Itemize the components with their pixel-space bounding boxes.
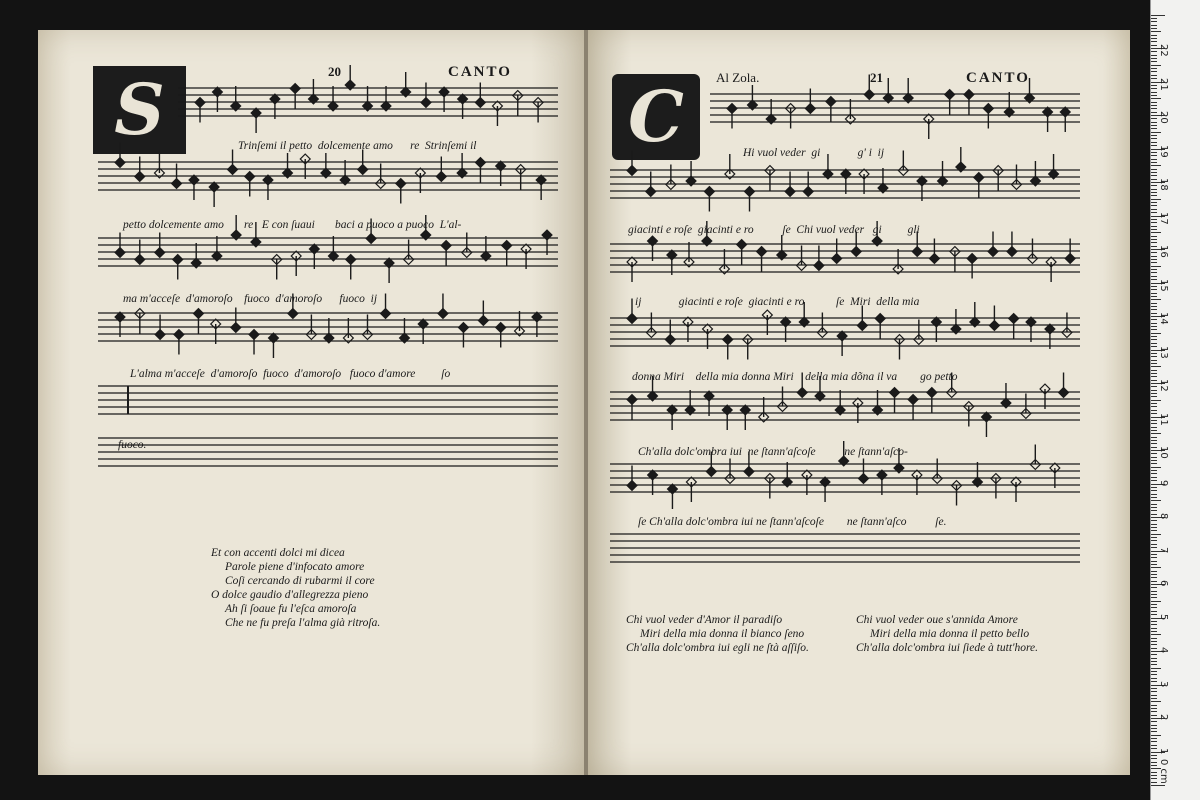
- ruler-tick: [1151, 289, 1157, 290]
- ruler-tick: [1151, 735, 1161, 736]
- ruler-tick: [1151, 557, 1157, 558]
- ruler-tick: [1151, 45, 1157, 46]
- ruler-tick: [1151, 494, 1157, 495]
- ruler-tick: [1151, 31, 1161, 32]
- ruler-tick: [1151, 631, 1157, 632]
- ruler-tick: [1151, 296, 1157, 297]
- left-verse: [211, 546, 380, 630]
- ruler-tick: [1151, 239, 1157, 240]
- ruler-tick: [1151, 470, 1157, 471]
- ruler-tick: [1151, 256, 1157, 257]
- ruler-tick: [1151, 393, 1157, 394]
- left-verse-line: Et con accenti dolci mi dicea: [211, 547, 345, 559]
- ruler-tick: [1151, 185, 1157, 186]
- ruler-tick: [1151, 159, 1157, 160]
- ruler-tick: [1151, 333, 1161, 334]
- ruler-tick: [1151, 715, 1157, 716]
- ruler-tick: [1151, 510, 1157, 511]
- ruler-tick: [1151, 624, 1157, 625]
- ruler-number: 13: [1158, 345, 1169, 359]
- ruler-tick: [1151, 507, 1157, 508]
- ruler-tick: [1151, 142, 1157, 143]
- ruler-tick: [1151, 577, 1157, 578]
- ruler-tick: [1151, 192, 1157, 193]
- ruler-unit-label: 0 cm: [1158, 759, 1169, 784]
- ruler-tick: [1151, 691, 1157, 692]
- ruler-number: 1: [1158, 747, 1169, 754]
- ruler-tick: [1151, 725, 1157, 726]
- ruler-tick: [1151, 785, 1165, 786]
- ruler-tick: [1151, 356, 1157, 357]
- ruler-tick: [1151, 236, 1157, 237]
- right-verse-line: Miri della mia donna il petto bello: [870, 628, 1030, 640]
- ruler-tick: [1151, 604, 1157, 605]
- ruler-tick: [1151, 611, 1157, 612]
- right-lyric-2: giacinti e roſe giacinti e ro ſe Chi vuol veder gi gli: [628, 224, 920, 236]
- ruler-tick: [1151, 246, 1157, 247]
- ruler-tick: [1151, 276, 1157, 277]
- ruler-tick: [1151, 711, 1157, 712]
- ruler-tick: [1151, 731, 1157, 732]
- ruler-tick: [1151, 544, 1157, 545]
- ruler-tick: [1151, 293, 1157, 294]
- ruler-tick: [1151, 373, 1157, 374]
- ruler-tick: [1151, 262, 1157, 263]
- initial-letter: S: [114, 68, 165, 151]
- ruler-tick: [1151, 390, 1157, 391]
- ruler-tick: [1151, 128, 1157, 129]
- ruler-tick: [1151, 138, 1157, 139]
- ruler-tick: [1151, 762, 1157, 763]
- ruler-tick: [1151, 55, 1157, 56]
- ruler-tick: [1151, 447, 1157, 448]
- right-music-staves: [610, 94, 1080, 564]
- ruler-tick: [1151, 453, 1157, 454]
- ruler-tick: [1151, 678, 1157, 679]
- left-lyric-4: L'alma m'acceſe d'amoroſo fuoco d'amoroſo fuoco d'amore ſo: [130, 368, 451, 380]
- right-verse-line: Ch'alla dolc'ombra iui ſiede à tutt'hore.: [856, 642, 1038, 654]
- ruler-tick: [1151, 329, 1157, 330]
- ruler-tick: [1151, 574, 1157, 575]
- ruler-tick: [1151, 674, 1157, 675]
- ruler-tick: [1151, 628, 1157, 629]
- ruler-tick: [1151, 61, 1157, 62]
- ruler-tick: [1151, 145, 1157, 146]
- ruler-number: 17: [1158, 211, 1169, 225]
- ruler-number: 15: [1158, 278, 1169, 292]
- ruler-tick: [1151, 480, 1157, 481]
- right-lyric-1: Hi vuol veder gi g' i ij: [743, 147, 885, 159]
- ruler-tick: [1151, 581, 1157, 582]
- ruler-tick: [1151, 272, 1157, 273]
- initial-letter: C: [628, 75, 684, 158]
- ruler-tick: [1151, 688, 1157, 689]
- ruler-tick: [1151, 772, 1157, 773]
- ruler-tick: [1151, 259, 1157, 260]
- ruler-tick: [1151, 741, 1157, 742]
- ruler-tick: [1151, 601, 1161, 602]
- composer-attribution: Al Zola.: [716, 70, 760, 85]
- ruler-number: 2: [1158, 714, 1169, 721]
- right-verse-line: Miri della mia donna il bianco ſeno: [640, 628, 805, 640]
- ruler-tick: [1151, 477, 1157, 478]
- ruler-tick: [1151, 644, 1157, 645]
- ruler-tick: [1151, 597, 1157, 598]
- ruler-tick: [1151, 169, 1157, 170]
- left-page-header: CANTO: [448, 64, 512, 80]
- ruler-tick: [1151, 88, 1157, 89]
- ruler-tick: [1151, 487, 1157, 488]
- ruler-tick: [1151, 98, 1161, 99]
- ruler-tick: [1151, 540, 1157, 541]
- ruler-tick: [1151, 755, 1157, 756]
- left-lyric-3: ma m'acceſe d'amoroſo fuoco d'amoroſo fuoco ij: [123, 293, 378, 305]
- ruler-tick: [1151, 406, 1157, 407]
- ruler-tick: [1151, 782, 1157, 783]
- left-lyric-2: petto dolcemente amo re E con ſuaui baci a puoco a puoco L'al-: [123, 219, 462, 231]
- ruler-tick: [1151, 68, 1157, 69]
- ruler-tick: [1151, 671, 1157, 672]
- right-verse-line: Ch'alla dolc'ombra iui egli ne ſtà aſſiſo.: [626, 642, 809, 654]
- left-lyric-5: fuoco.: [118, 439, 147, 451]
- ruler-tick: [1151, 353, 1157, 354]
- right-lyric-5: Ch'alla dolc'ombra iui ne ſtann'aſcoſe ne ſtann'aſco-: [638, 446, 908, 458]
- ruler-tick: [1151, 430, 1157, 431]
- ruler-tick: [1151, 38, 1157, 39]
- left-verse-line: Coſi cercando di rubarmi il core: [225, 575, 375, 587]
- ruler-tick: [1151, 668, 1161, 669]
- ruler-tick: [1151, 286, 1157, 287]
- ruler-tick: [1151, 162, 1157, 163]
- ruler-tick: [1151, 500, 1161, 501]
- ruler-number: 3: [1158, 680, 1169, 687]
- ruler-tick: [1151, 708, 1157, 709]
- ruler-tick: [1151, 339, 1157, 340]
- ruler-tick: [1151, 118, 1157, 119]
- ruler-tick: [1151, 279, 1157, 280]
- ruler-tick: [1151, 222, 1157, 223]
- right-lyric-3: ij giacinti e roſe giacinti e ro ſe Miri della mia: [635, 296, 920, 308]
- ruler-tick: [1151, 242, 1157, 243]
- ruler-tick: [1151, 212, 1157, 213]
- ruler-tick: [1151, 607, 1157, 608]
- ruler-tick: [1151, 561, 1157, 562]
- ruler-tick: [1151, 343, 1157, 344]
- ruler-number: 19: [1158, 144, 1169, 158]
- ruler-tick: [1151, 165, 1161, 166]
- ruler-tick: [1151, 229, 1157, 230]
- ruler-tick: [1151, 195, 1157, 196]
- right-verse-line: Chi vuol veder d'Amor il paradiſo: [626, 614, 783, 626]
- ruler-tick: [1151, 591, 1157, 592]
- right-page-header: CANTO: [966, 70, 1030, 86]
- ruler-tick: [1151, 473, 1157, 474]
- ruler-tick: [1151, 189, 1157, 190]
- ruler-tick: [1151, 232, 1161, 233]
- ruler-tick: [1151, 266, 1161, 267]
- ruler-tick: [1151, 658, 1157, 659]
- ruler-number: 14: [1158, 312, 1169, 325]
- ruler-tick: [1151, 571, 1157, 572]
- ruler-tick: [1151, 135, 1157, 136]
- ruler-tick: [1151, 219, 1157, 220]
- ruler-tick: [1151, 75, 1157, 76]
- ruler-tick: [1151, 654, 1157, 655]
- ruler-tick: [1151, 400, 1161, 401]
- ruler-tick: [1151, 380, 1157, 381]
- ruler-tick: [1151, 457, 1157, 458]
- ruler-tick: [1151, 648, 1157, 649]
- right-verse-left: [626, 613, 809, 655]
- ruler-tick: [1151, 698, 1157, 699]
- ruler-tick: [1151, 587, 1157, 588]
- ruler-tick: [1151, 95, 1157, 96]
- ruler-tick: [1151, 467, 1161, 468]
- measurement-ruler: [1150, 0, 1200, 800]
- ruler-tick: [1151, 765, 1157, 766]
- ruler-tick: [1151, 35, 1157, 36]
- ruler-tick: [1151, 701, 1161, 702]
- ruler-tick: [1151, 403, 1157, 404]
- open-book: [38, 30, 1130, 775]
- ruler-number: 4: [1158, 647, 1169, 654]
- ruler-number: 8: [1158, 513, 1169, 520]
- ruler-tick: [1151, 530, 1157, 531]
- ruler-tick: [1151, 363, 1157, 364]
- ruler-tick: [1151, 306, 1157, 307]
- ruler-tick: [1151, 594, 1157, 595]
- ruler-tick: [1151, 748, 1157, 749]
- ruler-tick: [1151, 360, 1157, 361]
- ruler-tick: [1151, 758, 1157, 759]
- ruler-tick: [1151, 386, 1157, 387]
- ruler-tick: [1151, 85, 1157, 86]
- ruler-number: 11: [1158, 412, 1169, 426]
- left-verse-line: Ah ſi ſoaue fu l'eſca amoroſa: [225, 603, 357, 615]
- ruler-tick: [1151, 695, 1157, 696]
- ruler-tick: [1151, 92, 1157, 93]
- ruler-tick: [1151, 621, 1157, 622]
- ruler-tick: [1151, 664, 1157, 665]
- ruler-number: 12: [1158, 379, 1169, 392]
- ruler-tick: [1151, 547, 1157, 548]
- ruler-tick: [1151, 443, 1157, 444]
- ruler-tick: [1151, 152, 1157, 153]
- ruler-tick: [1151, 534, 1161, 535]
- ruler-tick: [1151, 376, 1157, 377]
- ruler-tick: [1151, 641, 1157, 642]
- ruler-tick: [1151, 51, 1157, 52]
- ruler-tick: [1151, 309, 1157, 310]
- ruler-tick: [1151, 366, 1161, 367]
- ruler-tick: [1151, 105, 1157, 106]
- ruler-tick: [1151, 427, 1157, 428]
- right-verse-line: Chi vuol veder oue s'annida Amore: [856, 614, 1018, 626]
- ruler-tick: [1151, 440, 1157, 441]
- ruler-number: 18: [1158, 178, 1169, 191]
- ruler-tick: [1151, 370, 1157, 371]
- ruler-tick: [1151, 18, 1157, 19]
- ruler-tick: [1151, 554, 1157, 555]
- ruler-tick: [1151, 775, 1157, 776]
- ruler-tick: [1151, 460, 1157, 461]
- ruler-tick: [1151, 112, 1157, 113]
- ruler-tick: [1151, 319, 1157, 320]
- ruler-tick: [1151, 634, 1161, 635]
- ruler-tick: [1151, 303, 1157, 304]
- left-verse-line: Parole piene d'infocato amore: [225, 561, 365, 573]
- ruler-tick: [1151, 681, 1157, 682]
- ruler-tick: [1151, 433, 1161, 434]
- ruler-tick: [1151, 490, 1157, 491]
- ruler-tick: [1151, 420, 1157, 421]
- ruler-tick: [1151, 520, 1157, 521]
- music-staff: [98, 143, 558, 208]
- right-lyric-6: ſe Ch'alla dolc'ombra iui ne ſtann'aſcoſe ne ſtann'aſco ſe.: [638, 516, 947, 528]
- ruler-tick: [1151, 122, 1157, 123]
- ruler-tick: [1151, 661, 1157, 662]
- ruler-tick: [1151, 463, 1157, 464]
- left-verse-line: O dolce gaudio d'allegrezza pieno: [211, 589, 369, 601]
- right-verse-right: [856, 613, 1038, 655]
- ruler-tick: [1151, 705, 1157, 706]
- ruler-tick: [1151, 102, 1157, 103]
- right-page-number: 21: [870, 70, 883, 85]
- ruler-tick: [1151, 71, 1157, 72]
- ruler-tick: [1151, 413, 1157, 414]
- ruler-number: 7: [1158, 546, 1169, 553]
- left-lyric-1: Trinſemi il petto dolcemente amo re Strinſemi il: [238, 140, 477, 152]
- ruler-tick: [1151, 313, 1157, 314]
- ruler-tick: [1151, 269, 1157, 270]
- left-verse-line: Che ne fu preſa l'alma già ritroſa.: [225, 617, 381, 629]
- ruler-tick: [1151, 728, 1157, 729]
- ruler-tick: [1151, 504, 1157, 505]
- ruler-tick: [1151, 638, 1157, 639]
- ruler-number: 16: [1158, 245, 1169, 258]
- ruler-tick: [1151, 28, 1157, 29]
- ruler-tick: [1151, 179, 1157, 180]
- ruler-tick: [1151, 537, 1157, 538]
- ruler-tick: [1151, 497, 1157, 498]
- ruler-tick: [1151, 78, 1157, 79]
- ruler-tick: [1151, 125, 1157, 126]
- ruler-tick: [1151, 323, 1157, 324]
- ruler-tick: [1151, 202, 1157, 203]
- ruler-tick: [1151, 527, 1157, 528]
- ruler-tick: [1151, 410, 1157, 411]
- ruler-tick: [1151, 514, 1157, 515]
- ruler-tick: [1151, 778, 1157, 779]
- music-staff: [98, 438, 558, 466]
- ruler-tick: [1151, 25, 1157, 26]
- ruler-tick: [1151, 65, 1161, 66]
- left-page: [38, 30, 586, 775]
- music-staff: [610, 534, 1080, 562]
- ruler-tick: [1151, 738, 1157, 739]
- ruler-tick: [1151, 108, 1157, 109]
- ruler-tick: [1151, 614, 1157, 615]
- left-page-number: 20: [328, 64, 341, 79]
- ruler-number: 21: [1158, 77, 1169, 91]
- ruler-tick: [1151, 15, 1165, 16]
- ruler-tick: [1151, 172, 1157, 173]
- right-lyric-4: donna Miri della mia donna Miri della mia dõna il va go petto: [632, 371, 958, 383]
- ruler-tick: [1151, 564, 1157, 565]
- ruler-tick: [1151, 745, 1157, 746]
- ruler-tick: [1151, 226, 1157, 227]
- ruler-tick: [1151, 299, 1161, 300]
- ruler-tick: [1151, 346, 1157, 347]
- ruler-tick: [1151, 336, 1157, 337]
- ruler-tick: [1151, 567, 1161, 568]
- ruler-number: 6: [1158, 580, 1169, 587]
- ruler-number: 10: [1158, 446, 1169, 459]
- ruler-tick: [1151, 396, 1157, 397]
- music-staff: [98, 386, 558, 414]
- ruler-tick: [1151, 205, 1157, 206]
- ruler-tick: [1151, 21, 1157, 22]
- ruler-number: 9: [1158, 479, 1169, 486]
- ruler-tick: [1151, 423, 1157, 424]
- ruler-tick: [1151, 252, 1157, 253]
- ruler-tick: [1151, 175, 1157, 176]
- ruler-tick: [1151, 209, 1157, 210]
- ruler-tick: [1151, 41, 1157, 42]
- right-page: [588, 30, 1130, 775]
- ruler-tick: [1151, 155, 1157, 156]
- ruler-number: 5: [1158, 613, 1169, 620]
- ruler-number: 20: [1158, 111, 1169, 124]
- ruler-tick: [1151, 326, 1157, 327]
- ruler-tick: [1151, 58, 1157, 59]
- ruler-tick: [1151, 524, 1157, 525]
- ruler-number: 22: [1158, 44, 1169, 57]
- ruler-tick: [1151, 721, 1157, 722]
- ruler-tick: [1151, 199, 1161, 200]
- ruler-tick: [1151, 132, 1161, 133]
- ruler-tick: [1151, 437, 1157, 438]
